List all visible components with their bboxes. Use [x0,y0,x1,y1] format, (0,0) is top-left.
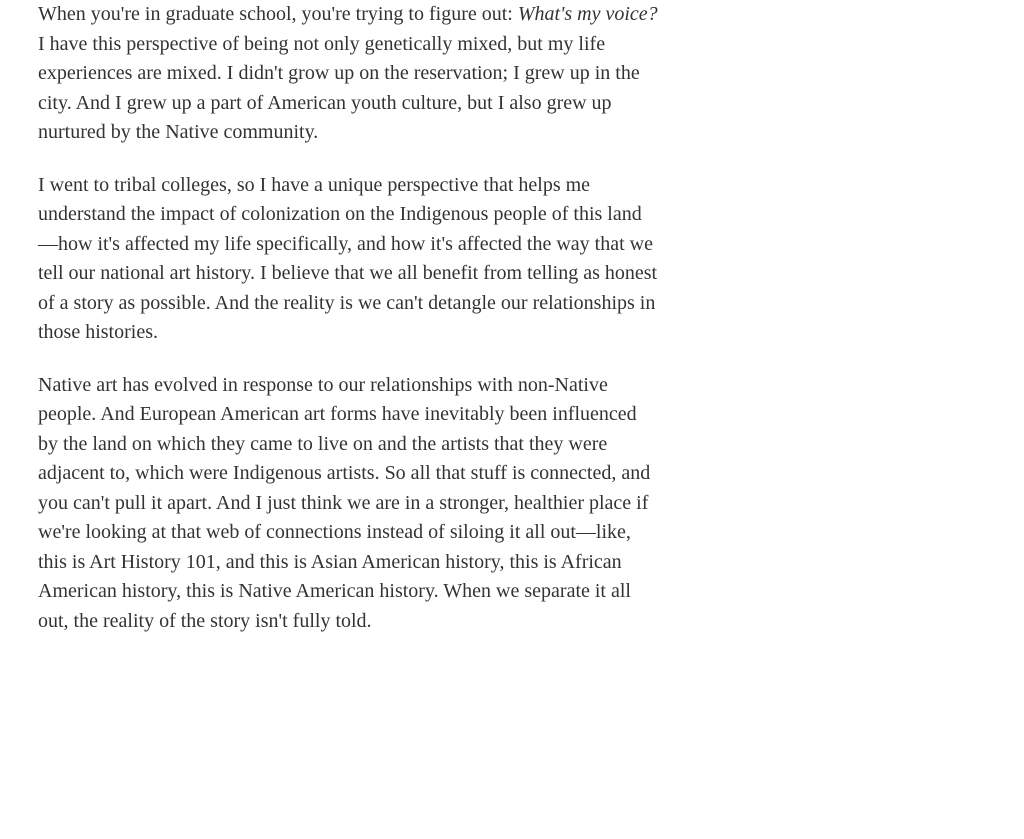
article-body [38,0,658,659]
paragraph-2: I went to tribal colleges, so I have a unique perspective that helps me understand the impact of colonization on the Indigenous people of this land—how it's affected my life specifically, and how it's affected the way that we tell our national art history. I believe that we all benefit from telling as honest of a story as possible. And the reality is we can't detangle our relationships in those histories. [38,173,658,343]
paragraph-1-rest: I have this perspective of being not only genetically mixed, but my life experiences are mixed. I didn't grow up on the reservation; I grew up in the city. And I grew up a part of American youth culture, but I also grew up nurtured by the Native community. [38,32,640,143]
paragraph-1-lead: When you're in graduate school, you're trying to figure out: [38,3,518,25]
paragraph-3: Native art has evolved in response to our relationships with non-Native people. And European American art forms have inevitably been influenced by the land on which they came to live on and the artists that they were adjacent to, which were Indigenous artists. So all that stuff is connected, and you can't pull it apart. And I just think we are in a stronger, healthier place if we're looking at that web of connections instead of siloing it all out—like, this is Art History 101, and this is Asian American history, this is African American history, this is Native American history. When we separate it all out, the reality of the story isn't fully told. [38,373,651,632]
paragraph-1 [38,0,658,148]
paragraph-1-emphasis: What's my voice? [517,3,658,25]
